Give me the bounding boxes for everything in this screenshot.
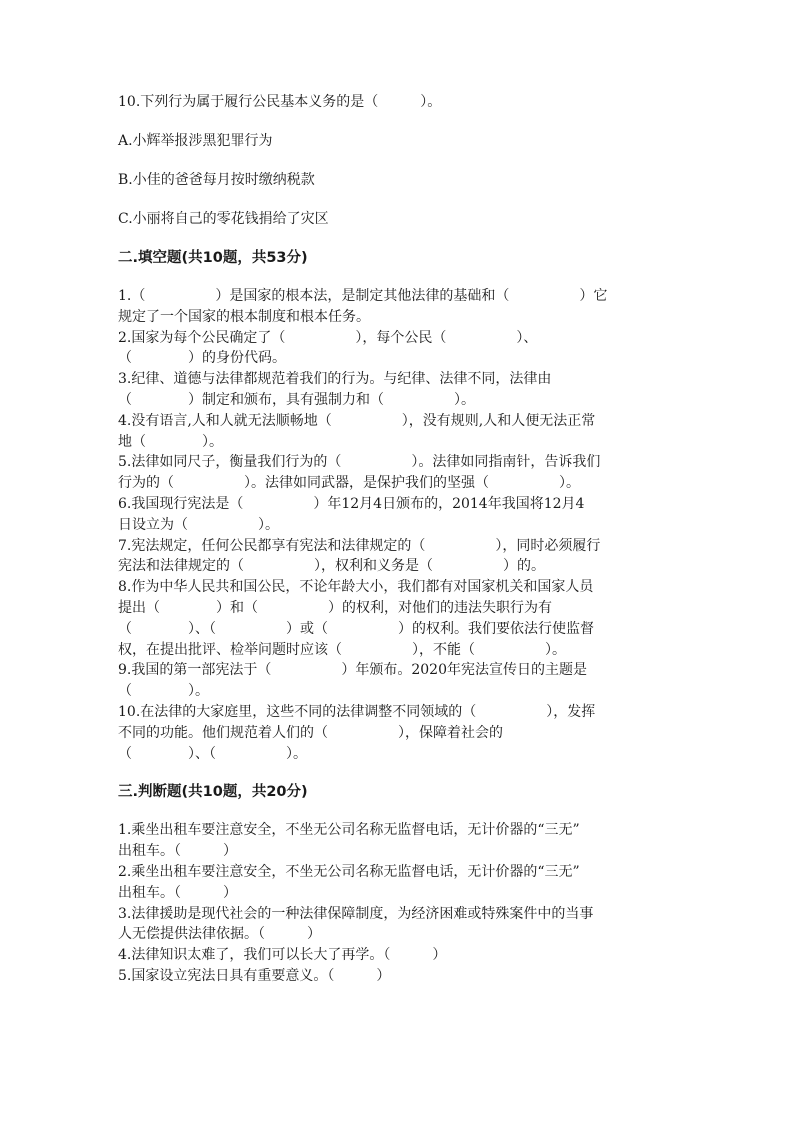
fill-item-line: 6.我国现行宪法是（ ）年12月4日颁布的，2014年我国将12月4 (118, 495, 585, 512)
fill-item-line: 4.没有语言,人和人就无法顺畅地（ ），没有规则,人和人便无法正常 (118, 412, 596, 429)
judge-list (118, 820, 678, 986)
fill-item-line: 9.我国的第一部宪法于（ ）年颁布。2020年宪法宣传日的主题是 (118, 662, 587, 679)
fill-item-line: 8.作为中华人民共和国公民，不论年龄大小，我们都有对国家机关和国家人员 (118, 579, 594, 596)
judge-item-5 (118, 966, 678, 987)
fill-item-3 (118, 369, 678, 411)
fill-item-5 (118, 452, 678, 494)
fill-item-line: （ ）的身份代码。 (118, 350, 286, 367)
fill-item-9 (118, 660, 678, 702)
fill-item-line: 1.（ ）是国家的根本法，是制定其他法律的基础和（ ）它 (118, 288, 608, 304)
fill-item-line: （ ）、（ ）。 (118, 745, 307, 762)
fill-item-line: 规定了一个国家的根本制度和根本任务。 (118, 308, 370, 325)
fill-item-line: （ ）、（ ）或（ ）的权利。我们要依法行使监督 (118, 620, 594, 637)
fill-item-line: 10.在法律的大家庭里，这些不同的法律调整不同领域的（ ），发挥 (118, 703, 596, 720)
fill-item-line: 不同的功能。他们规范着人们的（ ），保障着社会的 (118, 724, 503, 741)
fill-item-line: 宪法和法律规定的（ ），权利和义务是（ ）的。 (118, 558, 545, 575)
section-fill-blank-title: 二.填空题(共10题，共53分) (118, 250, 308, 266)
fill-item-8 (118, 577, 678, 660)
exam-page (118, 92, 678, 987)
judge-item-3 (118, 904, 678, 946)
fill-item-7 (118, 536, 678, 578)
fill-item-line: 5.法律如同尺子，衡量我们行为的（ ）。法律如同指南针，告诉我们 (118, 454, 601, 471)
judge-item-1 (118, 820, 678, 862)
fill-item-line: 提出（ ）和（ ）的权利，对他们的违法失职行为有 (118, 599, 552, 616)
judge-item-line: 4.法律知识太难了，我们可以长大了再学。（ ） (118, 947, 447, 964)
judge-item-line: 出租车。（ ） (118, 843, 237, 860)
question-10-stem: 10.下列行为属于履行公民基本义务的是（ ）。 (118, 94, 442, 110)
fill-blank-list (118, 286, 678, 764)
fill-item-10 (118, 702, 678, 764)
judge-item-line: 5.国家设立宪法日具有重要意义。（ ） (118, 967, 391, 984)
fill-item-6 (118, 494, 678, 536)
judge-item-line: 3.法律援助是现代社会的一种法律保障制度，为经济困难或特殊案件中的当事 (118, 905, 594, 922)
fill-item-line: 7.宪法规定，任何公民都享有宪法和法律规定的（ ），同时必须履行 (118, 537, 601, 554)
judge-item-2 (118, 862, 678, 904)
fill-item-line: 2.国家为每个公民确定了（ ），每个公民（ ）、 (118, 329, 538, 346)
fill-item-1 (118, 286, 678, 328)
question-10-option-a: A.小辉举报涉黑犯罪行为 (118, 133, 273, 149)
fill-item-line: （ ）。 (118, 683, 209, 700)
fill-item-line: 行为的（ ）。法律如同武器，是保护我们的坚强（ ）。 (118, 475, 580, 492)
judge-item-4 (118, 945, 678, 966)
fill-item-line: 地（ ）。 (118, 433, 223, 450)
fill-item-2 (118, 328, 678, 370)
fill-item-line: 权，在提出批评、检举问题时应该（ ），不能（ ）。 (118, 641, 566, 658)
judge-item-line: 人无偿提供法律依据。（ ） (118, 926, 321, 943)
fill-item-line: 日设立为（ ）。 (118, 516, 279, 533)
question-10-option-c: C.小丽将自己的零花钱捐给了灾区 (118, 211, 329, 227)
question-10-option-b: B.小佳的爸爸每月按时缴纳税款 (118, 172, 315, 188)
fill-item-line: （ ）制定和颁布，具有强制力和（ ）。 (118, 391, 475, 408)
fill-item-line: 3.纪律、道德与法律都规范着我们的行为。与纪律、法律不同，法律由 (118, 371, 552, 388)
judge-item-line: 1.乘坐出租车要注意安全，不坐无公司名称无监督电话，无计价器的“三无” (118, 822, 580, 839)
fill-item-4 (118, 411, 678, 453)
judge-item-line: 出租车。（ ） (118, 884, 237, 901)
judge-item-line: 2.乘坐出租车要注意安全，不坐无公司名称无监督电话，无计价器的“三无” (118, 863, 580, 880)
section-judge-title: 三.判断题(共10题，共20分) (118, 784, 308, 801)
